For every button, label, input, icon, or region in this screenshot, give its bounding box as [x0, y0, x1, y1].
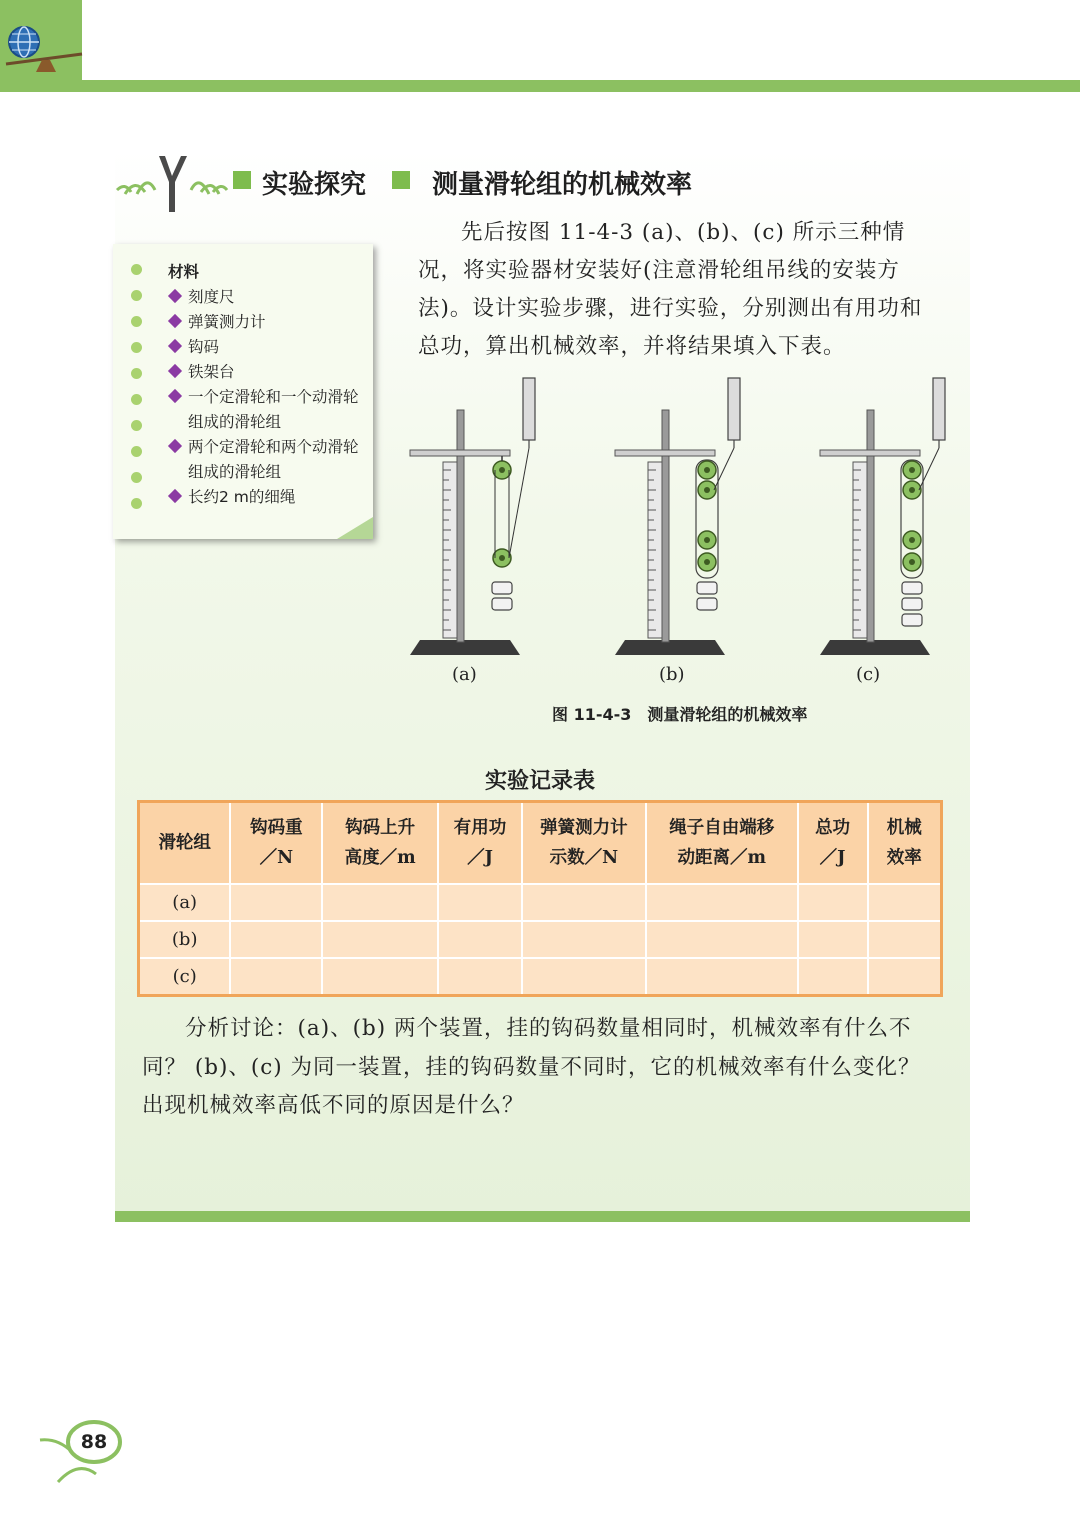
table-cell[interactable] [868, 884, 942, 921]
row-label: (c) [139, 958, 231, 996]
table-cell[interactable] [322, 921, 438, 958]
table-cell[interactable] [322, 958, 438, 996]
diamond-bullet-icon [168, 439, 182, 453]
binder-dots [131, 264, 142, 524]
row-label: (a) [139, 884, 231, 921]
title-square-icon [392, 171, 410, 189]
page-fold [337, 517, 373, 539]
table-cell[interactable] [438, 958, 522, 996]
table-header: 机械 效率 [868, 802, 942, 885]
discussion-text: 分析讨论：(a)、(b) 两个装置，挂的钩码数量相同时，机械效率有什么不同？ (b)、(c) 为同一装置，挂的钩码数量不同时，它的机械效率有什么变化？出现机械效率高低不同的原因是什么？ [142, 1016, 921, 1118]
header-line [82, 80, 1080, 92]
table-cell[interactable] [798, 921, 868, 958]
table-cell[interactable] [798, 884, 868, 921]
intro-text: 先后按图 11-4-3 (a)、(b)、(c) 所示三种情况，将实验器材安装好(注意滑轮组吊线的安装方法)。设计实验步骤，进行实验，分别测出有用功和总功，算出机械效率，并将结果填入下表。 [418, 220, 923, 359]
section-bottom-bar [115, 1211, 970, 1222]
row-label: (b) [139, 921, 231, 958]
table-header-row [139, 802, 942, 885]
table-header: 总功 ／J [798, 802, 868, 885]
section-title: 测量滑轮组的机械效率 [432, 170, 693, 200]
record-table [137, 800, 943, 997]
table-header: 钩码重 ／N [230, 802, 322, 885]
table-cell[interactable] [798, 958, 868, 996]
table-title: 实验记录表 [484, 769, 595, 794]
table-header: 绳子自由端移 动距离／m [646, 802, 798, 885]
materials-card [113, 244, 373, 539]
table-row [139, 958, 942, 996]
globe-seesaw-icon [4, 18, 84, 78]
table-cell[interactable] [230, 884, 322, 921]
diamond-bullet-icon [168, 339, 182, 353]
table-cell[interactable] [230, 921, 322, 958]
table-header: 弹簧测力计 示数／N [522, 802, 646, 885]
table-cell[interactable] [522, 884, 646, 921]
diamond-bullet-icon [168, 289, 182, 303]
list-item: 铁架台 [168, 360, 368, 385]
table-cell[interactable] [522, 921, 646, 958]
intro-paragraph [418, 214, 943, 366]
table-cell[interactable] [438, 884, 522, 921]
figure-label-c: (c) [856, 664, 881, 685]
materials-list [168, 260, 368, 510]
list-item: 刻度尺 [168, 285, 368, 310]
experiment-emblem-icon [115, 152, 230, 214]
diamond-bullet-icon [168, 489, 182, 503]
pulley-apparatus-figures [405, 370, 965, 690]
materials-heading: 材料 [168, 263, 200, 281]
table-cell[interactable] [646, 958, 798, 996]
list-item: 两个定滑轮和两个动滑轮组成的滑轮组 [168, 435, 368, 485]
table-cell[interactable] [230, 958, 322, 996]
list-item: 钩码 [168, 335, 368, 360]
figure-caption: 图 11-4-3 测量滑轮组的机械效率 [552, 705, 808, 724]
list-item: 弹簧测力计 [168, 310, 368, 335]
table-header: 滑轮组 [139, 802, 231, 885]
discussion-paragraph [142, 1010, 934, 1126]
figure-label-a: (a) [452, 664, 477, 685]
table-row [139, 921, 942, 958]
diamond-bullet-icon [168, 389, 182, 403]
table-row [139, 884, 942, 921]
diamond-bullet-icon [168, 364, 182, 378]
table-cell[interactable] [522, 958, 646, 996]
table-cell[interactable] [868, 921, 942, 958]
list-item: 长约2 m的细绳 [168, 485, 368, 510]
title-square-icon [233, 171, 251, 189]
table-cell[interactable] [868, 958, 942, 996]
table-cell[interactable] [646, 921, 798, 958]
page-number: 88 [80, 1431, 108, 1453]
table-cell[interactable] [438, 921, 522, 958]
table-header: 钩码上升 高度／m [322, 802, 438, 885]
figure-label-b: (b) [659, 664, 685, 685]
table-cell[interactable] [322, 884, 438, 921]
diamond-bullet-icon [168, 314, 182, 328]
list-item: 一个定滑轮和一个动滑轮组成的滑轮组 [168, 385, 368, 435]
table-header: 有用功 ／J [438, 802, 522, 885]
table-cell[interactable] [646, 884, 798, 921]
section-label: 实验探究 [262, 170, 367, 200]
